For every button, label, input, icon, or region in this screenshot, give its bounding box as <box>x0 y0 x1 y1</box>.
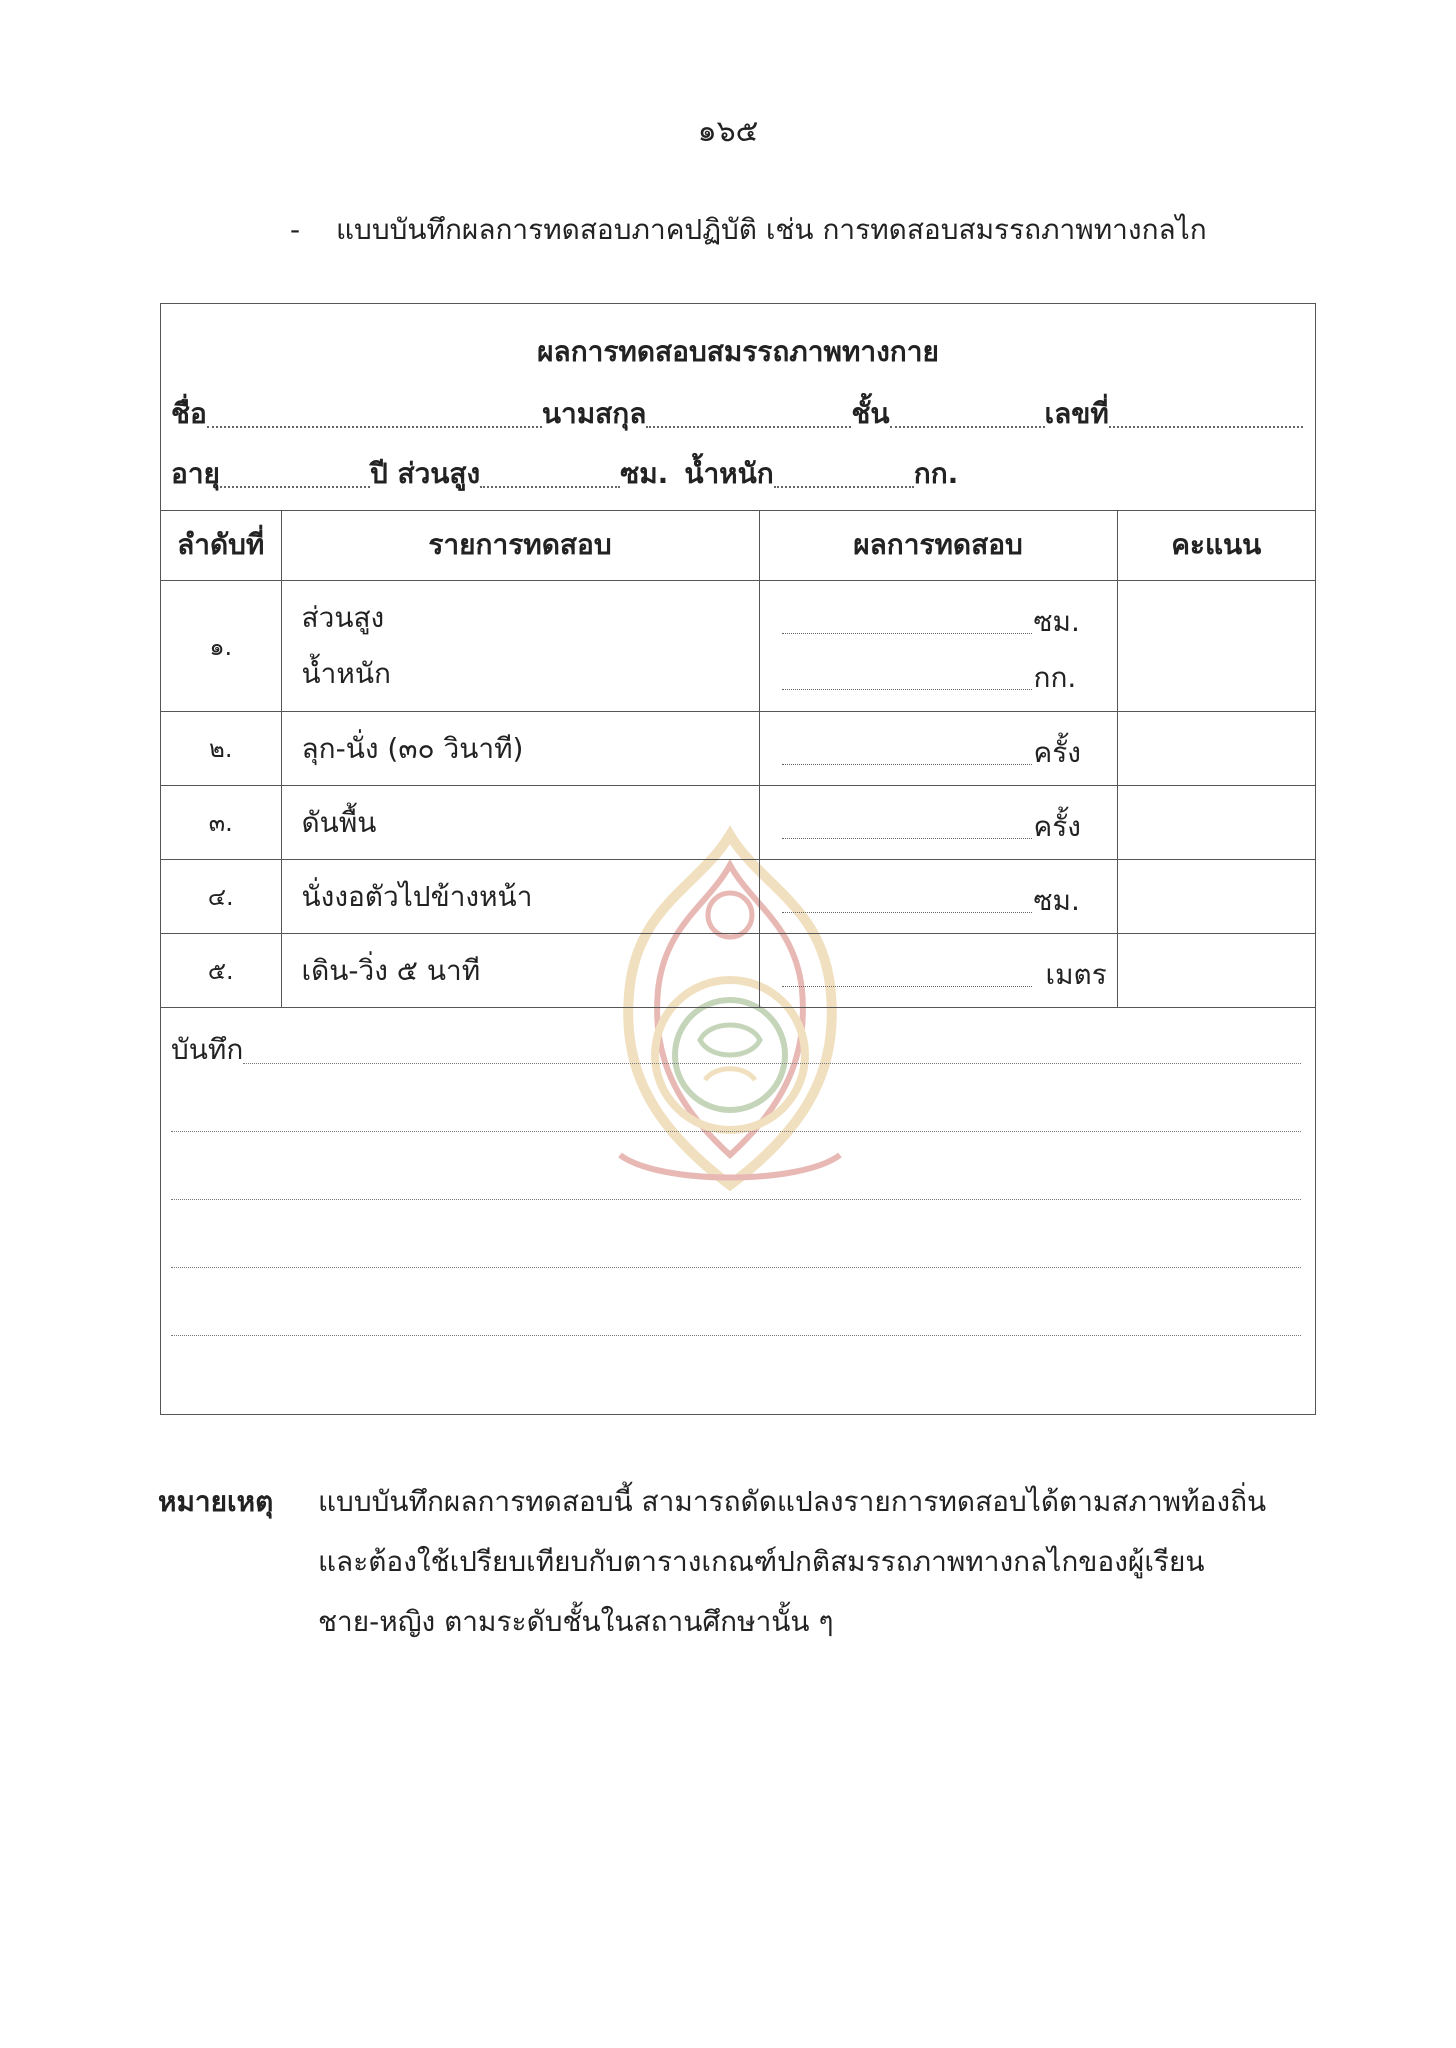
header-score: คะแนน <box>1117 510 1315 581</box>
note-line <box>171 1208 1301 1276</box>
subtitle-dash: - <box>290 213 301 246</box>
row-item <box>281 934 759 1008</box>
surname-label: นามสกุล <box>541 397 647 430</box>
remark-text-line: แบบบันทึกผลการทดสอบนี้ สามารถดัดแปลงรายการทดสอบได้ตามสภาพท้องถิ่น <box>318 1485 1267 1518</box>
header-order: ลำดับที่ <box>161 510 281 581</box>
form-title: ผลการทดสอบสมรรถภาพทางกาย <box>537 335 939 368</box>
page-number: ๑๖๕ <box>697 114 759 149</box>
unit-label: กก. <box>1033 661 1077 694</box>
age-label: อายุ <box>171 457 220 490</box>
note-field[interactable] <box>243 1063 1301 1064</box>
info-line-name <box>171 396 1303 436</box>
kg-label: กก. <box>913 457 959 490</box>
note-line <box>171 1276 1301 1344</box>
table-header-row <box>161 510 1315 581</box>
note-field[interactable] <box>171 1199 1301 1200</box>
score-cell[interactable] <box>1117 581 1315 712</box>
unit-label: เมตร <box>1045 957 1107 991</box>
surname-field[interactable] <box>646 426 851 428</box>
row-result <box>759 581 1117 712</box>
note-field[interactable] <box>171 1335 1301 1336</box>
subtitle-text: แบบบันทึกผลการทดสอบภาคปฏิบัติ เช่น การทดสอบสมรรถภาพทางกลไก <box>336 213 1207 246</box>
remark-label: หมายเหตุ <box>158 1485 274 1518</box>
number-field[interactable] <box>1109 426 1303 428</box>
result-field[interactable] <box>782 912 1032 913</box>
table-row <box>161 786 1315 860</box>
remark-text-line: ชาย-หญิง ตามระดับชั้นในสถานศึกษานั้น ๆ <box>318 1605 834 1638</box>
row-number: ๕. <box>161 934 281 1008</box>
unit-label: ครั้ง <box>1033 735 1081 769</box>
height-field[interactable] <box>480 486 620 488</box>
item-label: เดิน-วิ่ง ๕ นาที <box>301 953 481 987</box>
score-cell[interactable] <box>1117 712 1315 786</box>
item-label: นั่งงอตัวไปข้างหน้า <box>301 879 533 913</box>
note-field[interactable] <box>171 1267 1301 1268</box>
note-line <box>171 1004 1301 1072</box>
header-test-item: รายการทดสอบ <box>281 510 759 581</box>
age-field[interactable] <box>220 486 370 488</box>
cm-label: ซม. <box>620 457 669 490</box>
score-cell[interactable] <box>1117 860 1315 934</box>
item-label: ลุก-นั่ง (๓๐ วินาที) <box>301 731 524 765</box>
row-result <box>759 934 1117 1008</box>
score-cell[interactable] <box>1117 786 1315 860</box>
remark-text-line: และต้องใช้เปรียบเทียบกับตารางเกณฑ์ปกติสมรรถภาพทางกลไกของผู้เรียน <box>318 1545 1205 1578</box>
weight-field[interactable] <box>774 486 914 488</box>
number-label: เลขที่ <box>1044 397 1109 430</box>
subtitle <box>290 208 1207 252</box>
item-label: น้ำหนัก <box>301 657 391 690</box>
row-result <box>759 712 1117 786</box>
row-number: ๑. <box>161 581 281 712</box>
class-field[interactable] <box>890 426 1045 428</box>
table-row <box>161 934 1315 1008</box>
row-result <box>759 786 1117 860</box>
notes-section <box>171 1004 1301 1344</box>
table-row <box>161 712 1315 786</box>
row-result <box>759 860 1117 934</box>
table-row <box>161 860 1315 934</box>
note-field[interactable] <box>171 1131 1301 1132</box>
score-table <box>161 510 1315 1008</box>
result-field[interactable] <box>782 633 1032 634</box>
item-label: ส่วนสูง <box>301 601 385 634</box>
fitness-form <box>160 303 1316 1415</box>
row-item <box>281 786 759 860</box>
class-label: ชั้น <box>851 397 890 430</box>
item-label: ดันพื้น <box>301 805 377 839</box>
result-field[interactable] <box>782 838 1032 839</box>
unit-label: ซม. <box>1033 883 1080 917</box>
year-height-label: ปี ส่วนสูง <box>369 457 481 490</box>
header-test-result: ผลการทดสอบ <box>759 510 1117 581</box>
row-item <box>281 581 759 712</box>
result-field[interactable] <box>782 986 1032 987</box>
score-cell[interactable] <box>1117 934 1315 1008</box>
result-field[interactable] <box>782 764 1032 765</box>
row-number: ๓. <box>161 786 281 860</box>
name-field[interactable] <box>207 426 542 428</box>
note-line <box>171 1072 1301 1140</box>
weight-label: น้ำหนัก <box>684 457 774 490</box>
table-row <box>161 581 1315 712</box>
row-number: ๒. <box>161 712 281 786</box>
form-header <box>161 304 1315 511</box>
result-field[interactable] <box>782 689 1032 690</box>
notes-label: บันทึก <box>171 1033 244 1066</box>
row-number: ๔. <box>161 860 281 934</box>
name-label: ชื่อ <box>171 397 207 430</box>
row-item <box>281 712 759 786</box>
note-line <box>171 1140 1301 1208</box>
unit-label: ครั้ง <box>1033 809 1081 843</box>
row-item <box>281 860 759 934</box>
unit-label: ซม. <box>1033 605 1080 638</box>
info-line-age <box>171 456 1303 496</box>
